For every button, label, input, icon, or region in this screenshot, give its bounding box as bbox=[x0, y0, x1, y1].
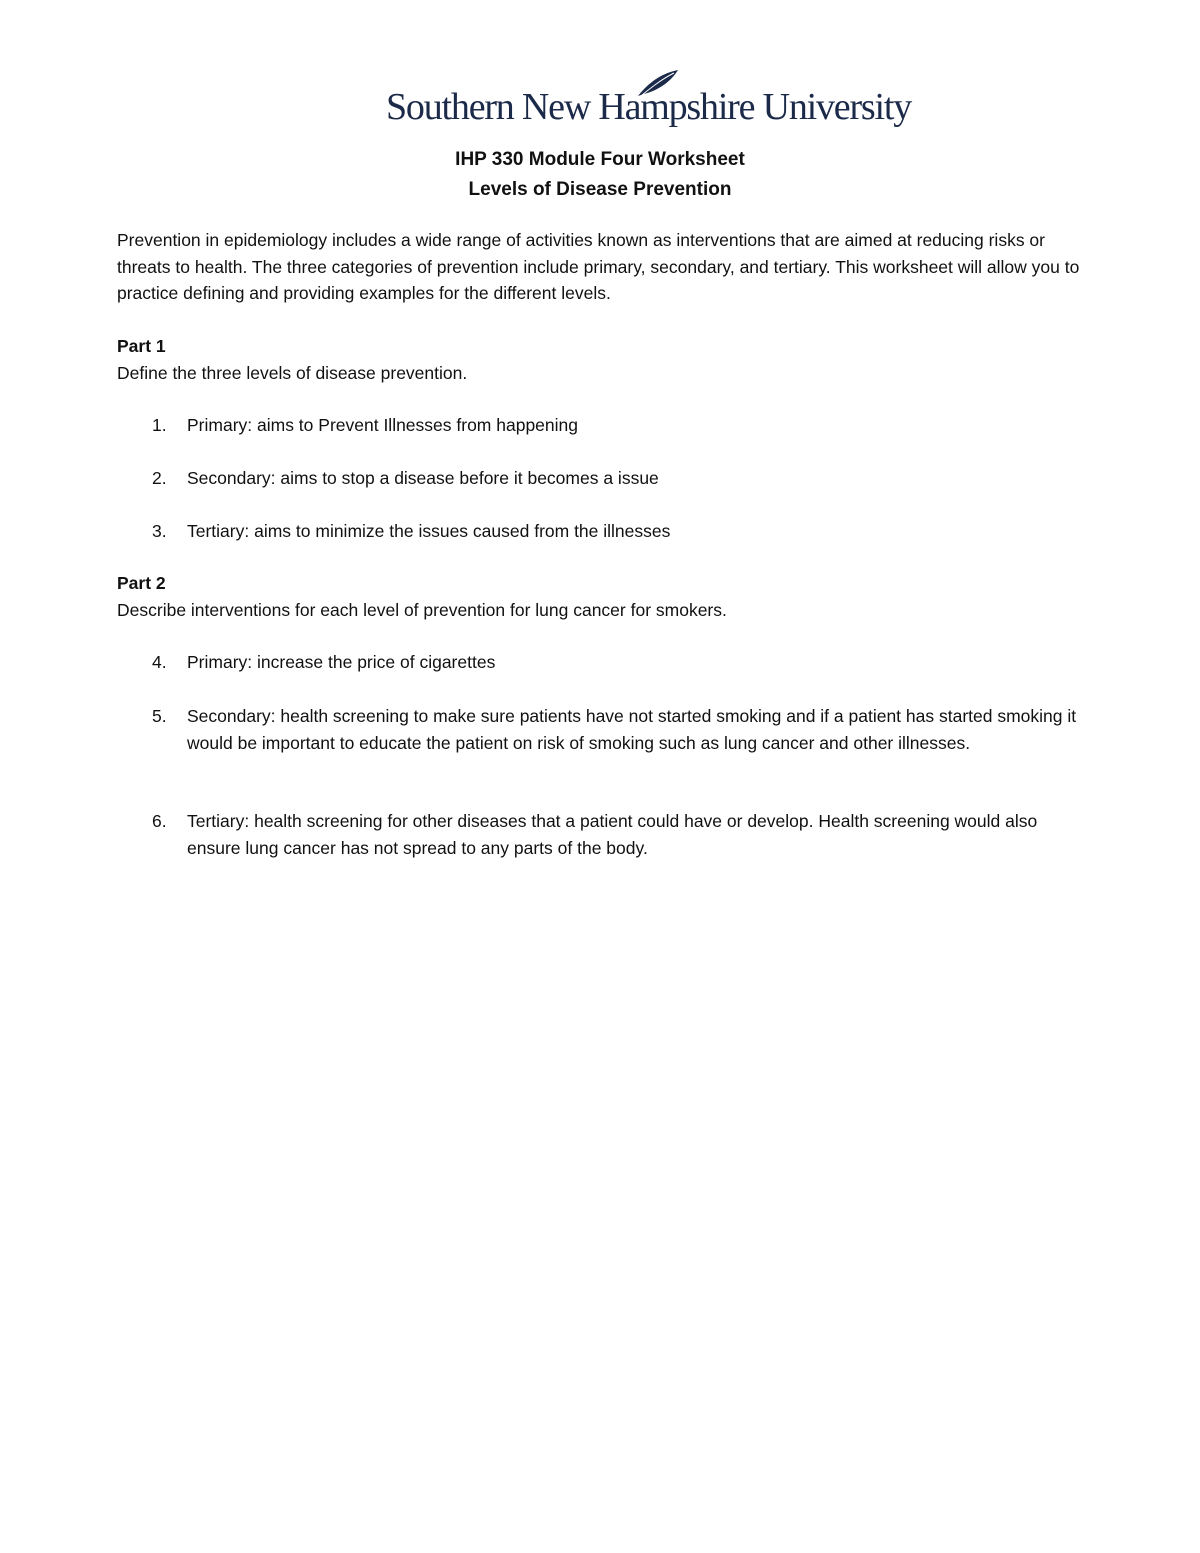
logo-wordmark: Southern New Hampshire University bbox=[386, 86, 912, 128]
list-item-text: Primary: aims to Prevent Illnesses from happening bbox=[187, 415, 578, 435]
list-item-text: Tertiary: health screening for other diseases that a patient could have or develop. Health screening would also ensure lung cancer has not spread to any parts of the body. bbox=[187, 811, 1038, 858]
part2-instruction: Describe interventions for each level of prevention for lung cancer for smokers. bbox=[117, 599, 727, 620]
list-item-number: 6. bbox=[152, 811, 167, 831]
part2-section bbox=[117, 570, 1092, 623]
list-item-text: Primary: increase the price of cigarettes bbox=[187, 652, 496, 672]
list-item-text: Tertiary: aims to minimize the issues caused from the illnesses bbox=[187, 521, 671, 541]
part1-instruction: Define the three levels of disease prevention. bbox=[117, 362, 468, 383]
list-item-number: 5. bbox=[152, 706, 167, 726]
part2-heading: Part 2 bbox=[117, 573, 166, 593]
list-item-text: Secondary: aims to stop a disease before it becomes a issue bbox=[187, 468, 659, 488]
part1-section bbox=[117, 333, 1092, 386]
intro-paragraph: Prevention in epidemiology includes a wide range of activities known as interventions that are aimed at reducing risks or threats to health. The three categories of prevention include primary, secondary, and tertiary. This worksheet will allow you to practice defining and providing examples for the different levels. bbox=[117, 230, 1080, 303]
list-item-text: Secondary: health screening to make sure patients have not started smoking and if a patient has started smoking it would be important to educate the patient on risk of smoking such as lung cancer and other illnesses. bbox=[187, 706, 1077, 753]
list-item-number: 1. bbox=[152, 415, 167, 435]
title-block bbox=[0, 145, 1200, 205]
list-item-number: 3. bbox=[152, 521, 167, 541]
list-item-number: 2. bbox=[152, 468, 167, 488]
part1-heading: Part 1 bbox=[117, 336, 166, 356]
list-item-number: 4. bbox=[152, 652, 167, 672]
document-title: IHP 330 Module Four Worksheet bbox=[455, 149, 745, 170]
document-subtitle: Levels of Disease Prevention bbox=[468, 179, 732, 200]
university-logo bbox=[386, 68, 912, 136]
